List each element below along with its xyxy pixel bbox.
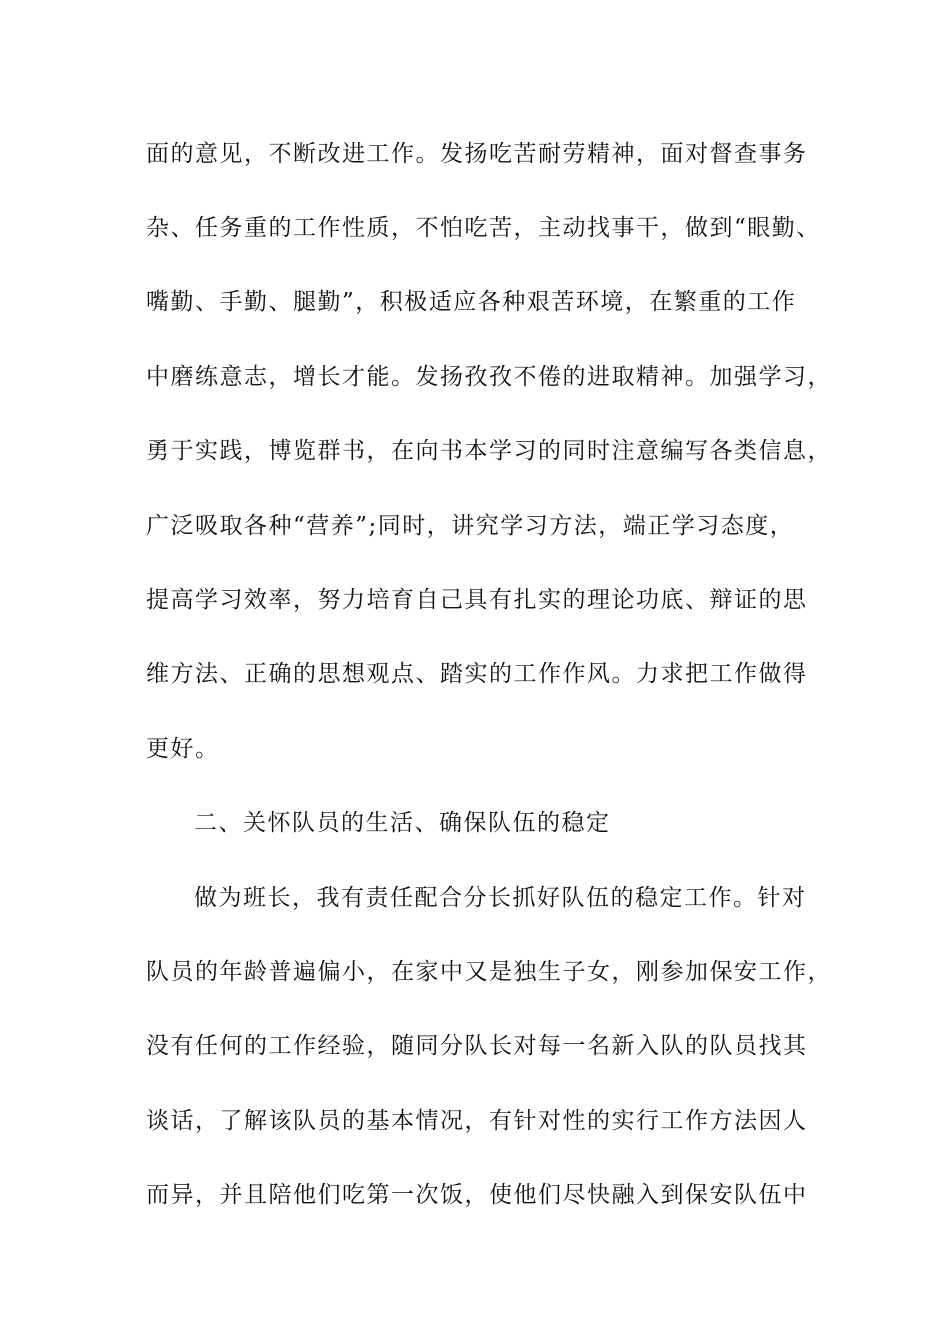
text-line: 更好。	[146, 736, 220, 762]
text-line: 杂、任务重的工作性质，不怕吃苦，主动找事干，做到“眼勤、	[146, 215, 821, 241]
text-line: 中磨练意志，增长才能。发扬孜孜不倦的进取精神。加强学习，	[146, 364, 832, 390]
text-line: 维方法、正确的思想观点、踏实的工作作风。力求把工作做得	[146, 661, 808, 687]
text-line: 面的意见，不断改进工作。发扬吃苦耐劳精神，面对督查事务	[146, 141, 808, 167]
text-line: 队员的年龄普遍偏小，在家中又是独生子女，刚参加保安工作，	[146, 959, 832, 985]
text-line: 嘴勤、手勤、腿勤”，积极适应各种艰苦环境，在繁重的工作	[146, 289, 797, 315]
text-line: 提高学习效率，努力培育自己具有扎实的理论功底、辩证的思	[146, 587, 808, 613]
text-line: 而异，并且陪他们吃第一次饭，使他们尽快融入到保安队伍中	[146, 1182, 808, 1208]
section-heading: 二、关怀队员的生活、确保队伍的稳定	[194, 810, 611, 836]
text-line: 谈话，了解该队员的基本情况，有针对性的实行工作方法因人	[146, 1108, 808, 1134]
text-line: 没有任何的工作经验，随同分队长对每一名新入队的队员找其	[146, 1033, 808, 1059]
text-line: 勇于实践，博览群书，在向书本学习的同时注意编写各类信息，	[146, 438, 832, 464]
text-line: 广泛吸取各种“营养”;同时，讲究学习方法，端正学习态度，	[146, 513, 795, 539]
text-line: 做为班长，我有责任配合分长抓好队伍的稳定工作。针对	[194, 885, 807, 911]
